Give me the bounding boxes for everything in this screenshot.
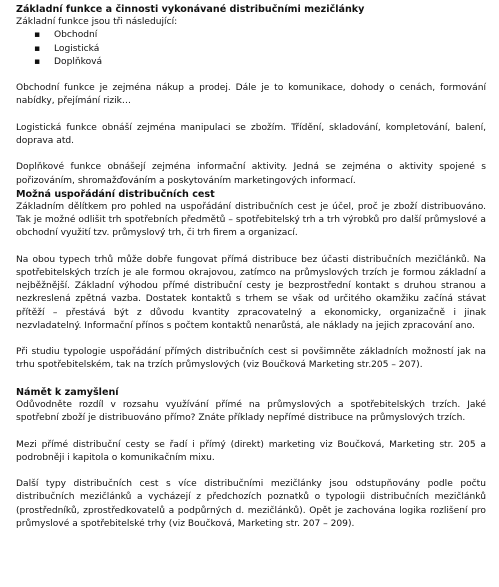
list-item — [16, 56, 486, 69]
section-heading-functions: Základní funkce a činnosti vykonávané distribučními mezičlánky — [16, 4, 365, 15]
section-heading-arrangements: Možná uspořádání distribučních cest — [16, 188, 215, 200]
functions-list — [16, 29, 486, 69]
square-bullet-icon: ▪ — [34, 43, 41, 54]
list-item — [16, 29, 486, 42]
square-bullet-icon: ▪ — [34, 30, 41, 41]
list-item-label: Obchodní — [54, 30, 98, 41]
paragraph-other-channel-types: Další typy distribučních cest s více distribučními mezičlánky jsou odstupňovány podle počtu distribučních mezičlánků a vycházejí z předchozích poznatků o typologii distribučních mezičlánků (prostředníků, zprostředkovatelů a podpůrných d. mezičlánků). Opět je zachována logika rozlišení pro průmyslové a spotřebitelské trhy (viz Boučková, Marketing str. 207 – 209). — [16, 479, 486, 529]
functions-intro: Základní funkce jsou tři následující: — [16, 17, 178, 28]
paragraph-commercial-function: Obchodní funkce je zejména nákup a prodej. Dále je to komunikace, dohody o cenách, formování nabídky, přejímání rizik… — [16, 83, 486, 107]
list-item-label: Doplňková — [54, 56, 103, 67]
paragraph-reflection-questions: Odůvodněte rozdíl v rozsahu využívání přímé na průmyslových a spotřebitelských trzích. Jaké spotřební zboží je distribuováno přímo? Znáte příklady nepřímé distribuce na průmyslových trzích. — [16, 400, 486, 424]
paragraph-typology-study: Při studiu typologie uspořádání přímých distribučních cest si povšimněte základních možností jak na trhu spotřebitelském, tak na trzích průmyslových (viz Boučková Marketing str.205 – 207). — [16, 347, 486, 371]
paragraph-direct-distribution: Na obou typech trhů může dobře fungovat přímá distribuce bez účasti distribučních mezičlánků. Na spotřebitelských trzích je ale formou okrajovou, zatímco na průmyslových trzích je formou základní a nejběžnější. Základní výhodou přímé distribuční cesty je bezprostřední kontakt s druhou stranou a nezkreslená zpětná vazba. Dostatek kontaktů s trhem se však od určitého okamžiku začíná stávat přítěží – přestává být z důvodu kvantity zpracovatelný a ekonomicky, organizačně i jinak nezvladatelný. Informační přínos s počtem kontaktů nenarůstá, ale náklady na jejich zpracování ano. — [16, 254, 486, 331]
section-heading-reflection: Námět k zamyšlení — [16, 386, 119, 398]
list-item — [16, 43, 486, 56]
paragraph-direct-marketing: Mezi přímé distribuční cesty se řadí i přímý (direkt) marketing viz Boučková, Marketing str. 205 a podrobněji i kapitola o komunikačním mixu. — [16, 439, 486, 463]
paragraph-logistic-function: Logistická funkce obnáší zejména manipulaci se zbožím. Třídění, skladování, kompletování, balení, doprava atd. — [16, 122, 486, 146]
paragraph-distribution-purpose: Základním dělítkem pro pohled na uspořádání distribučních cest je účel, proč je zboží distribuováno. Tak je možné odlišit trh spotřebních předmětů – spotřebitelský trh a trh výrobků pro další průmyslové a obchodní využití tzv. průmyslový trh, či trh firem a organizací. — [16, 202, 486, 239]
document-page — [16, 3, 486, 531]
square-bullet-icon: ▪ — [34, 56, 41, 67]
paragraph-supplementary-function: Doplňkové funkce obnášejí zejména informační aktivity. Jedná se zejména o aktivity spojené s pořizováním, shromažďováním a poskytováním marketingových informací. — [16, 162, 486, 186]
list-item-label: Logistická — [54, 43, 100, 54]
